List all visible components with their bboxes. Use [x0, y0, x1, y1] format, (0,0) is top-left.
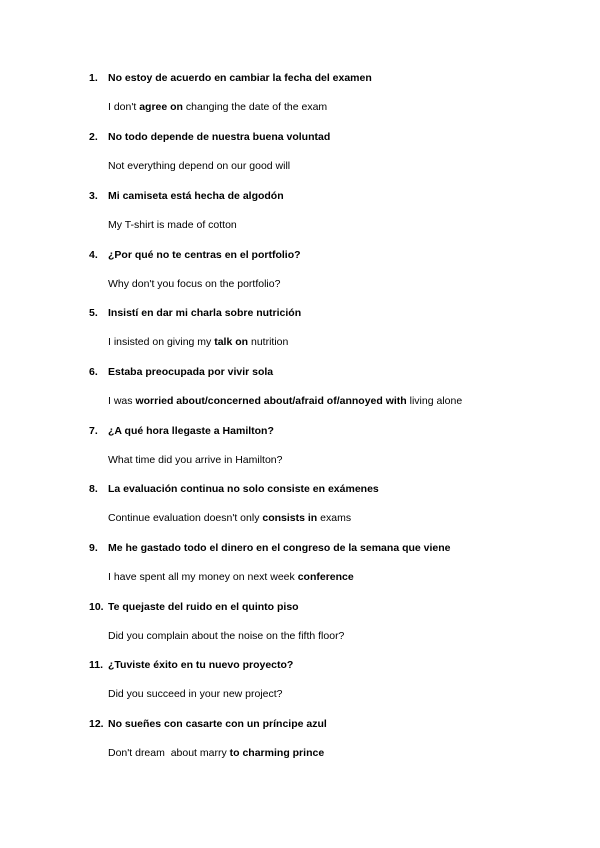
english-translation — [108, 276, 280, 292]
translation-text: living alone — [406, 395, 463, 407]
translation-text: Continue evaluation doesn't only — [108, 512, 263, 524]
item-number: 8. — [89, 483, 98, 495]
highlighted-phrase: conference — [297, 571, 354, 583]
item-number: 12. — [89, 718, 104, 730]
item-number: 2. — [89, 131, 98, 143]
spanish-sentence: ¿Tuviste éxito en tu nuevo proyecto? — [108, 659, 294, 671]
english-translation — [108, 158, 290, 174]
spanish-sentence: Me he gastado todo el dinero en el congreso de la semana que viene — [108, 542, 451, 554]
item-number: 5. — [89, 307, 98, 319]
highlighted-phrase: worried about/concerned about/afraid of/annoyed with — [135, 395, 407, 407]
spanish-sentence: No estoy de acuerdo en cambiar la fecha del examen — [108, 72, 372, 84]
translation-text: I was — [108, 395, 136, 407]
spanish-sentence: Mi camiseta está hecha de algodón — [108, 190, 284, 202]
english-translation — [108, 217, 237, 233]
english-translation — [108, 334, 288, 350]
translation-text: Why don't you focus on the portfolio? — [108, 278, 281, 290]
english-translation — [108, 452, 283, 468]
translation-text: Did you succeed in your new project? — [108, 688, 283, 700]
item-number: 4. — [89, 249, 98, 261]
spanish-sentence: No sueñes con casarte con un príncipe azul — [108, 718, 327, 730]
translation-text: What time did you arrive in Hamilton? — [108, 454, 283, 466]
spanish-sentence: Insistí en dar mi charla sobre nutrición — [108, 307, 302, 319]
item-number: 1. — [89, 72, 98, 84]
item-number: 6. — [89, 366, 98, 378]
english-translation — [108, 628, 344, 644]
english-translation — [108, 510, 351, 526]
highlighted-phrase: agree on — [139, 101, 183, 113]
english-translation — [108, 393, 462, 409]
translation-text: I have spent all my money on next week — [108, 571, 298, 583]
translation-text: I don't — [108, 101, 140, 113]
english-translation — [108, 569, 354, 585]
spanish-sentence: La evaluación continua no solo consiste en exámenes — [108, 483, 379, 495]
translation-text: exams — [317, 512, 352, 524]
translation-text: Not everything depend on our good will — [108, 160, 291, 172]
item-number: 3. — [89, 190, 98, 202]
highlighted-phrase: consists in — [262, 512, 318, 524]
item-number: 10. — [89, 601, 104, 613]
translation-text: I insisted on giving my — [108, 336, 215, 348]
translation-text: nutrition — [248, 336, 289, 348]
spanish-sentence: ¿Por qué no te centras en el portfolio? — [108, 249, 301, 261]
item-number: 9. — [89, 542, 98, 554]
spanish-sentence: Estaba preocupada por vivir sola — [108, 366, 274, 378]
item-number: 7. — [89, 425, 98, 437]
spanish-sentence: ¿A qué hora llegaste a Hamilton? — [108, 425, 274, 437]
highlighted-phrase: to charming prince — [229, 747, 325, 759]
spanish-sentence: No todo depende de nuestra buena voluntad — [108, 131, 331, 143]
highlighted-phrase: talk on — [214, 336, 249, 348]
english-translation — [108, 99, 327, 115]
spanish-sentence: Te quejaste del ruido en el quinto piso — [108, 601, 299, 613]
english-translation — [108, 686, 283, 702]
translation-text: Did you complain about the noise on the fifth floor? — [108, 630, 345, 642]
translation-text: changing the date of the exam — [182, 101, 328, 113]
translation-text: My T-shirt is made of cotton — [108, 219, 237, 231]
item-number: 11. — [89, 659, 104, 671]
translation-text: Don't dream about marry — [108, 747, 230, 759]
english-translation — [108, 745, 324, 761]
